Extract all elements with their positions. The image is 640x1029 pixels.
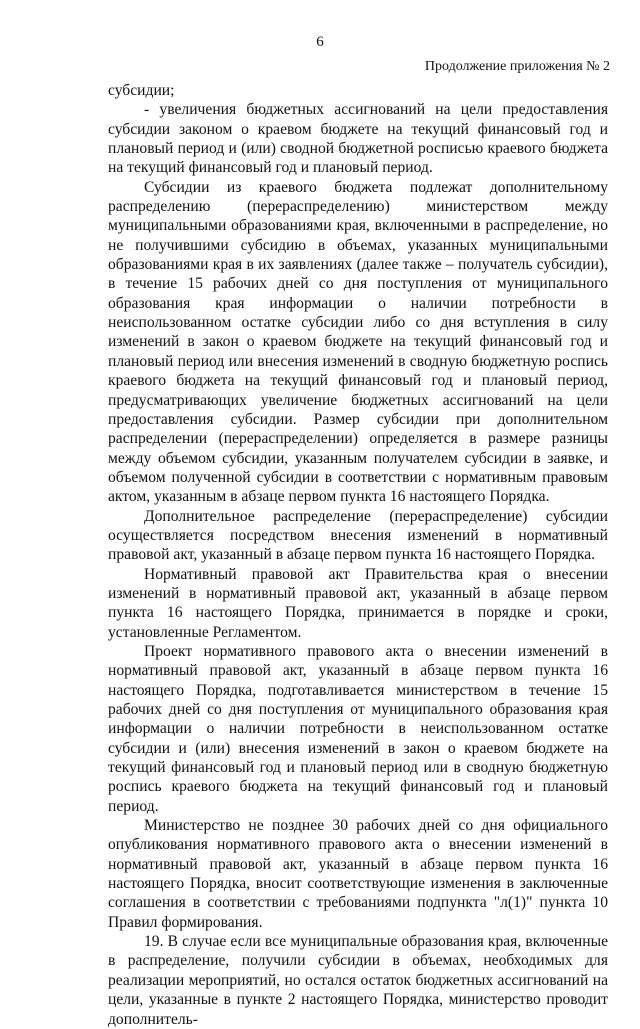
paragraph-continuation: субсидии; <box>108 82 175 99</box>
paragraph: Нормативный правовой акт Правительства края о внесении изменений в нормативный правовой акт, указанный в абзаце первом пункта 16 настоящего Порядка, принимается в порядке и сроки, установленные Регламентом. <box>108 565 608 641</box>
body-text <box>108 81 608 1029</box>
paragraph: Министерство не позднее 30 рабочих дней со дня официального опубликования нормативного правового акта о внесении изменений в нормативный правовой акт, указанный в абзаце первом пункта 16 настоящего Порядка, вносит соответствующие изменения в заключенные соглашения в соответствии с требованиями подпункта "л(1)" пункта 10 Правил формирования. <box>108 817 608 931</box>
paragraph: Субсидии из краевого бюджета подлежат дополнительному распределению (перераспределению) министерством между муниципальными образованиями края, включенными в распределение, но не получившими субсидию в объемах, указанных муниципальными образованиями края в их заявлениях (далее также – получатель субсидии), в течение 15 рабочих дней со дня поступления от муниципального образования края информации о наличии потребности в неиспользованном остатке субсидии либо со дня вступления в силу изменений в закон о краевом бюджете на текущий финансовый год и плановый период или внесения изменений в сводную бюджетную роспись краевого бюджета на текущий финансовый год и плановый период, предусматривающих увеличение бюджетных ассигнований на цели предоставления субсидии. Размер субсидии при дополнительном распределении (перераспределении) определяется в размере разницы между объемом субсидии, указанным получателем субсидии в заявке, и объемом полученной субсидии в соответствии с нормативным правовым актом, указанным в абзаце первом пункта 16 настоящего Порядка. <box>108 178 608 506</box>
page-number: 6 <box>316 34 324 50</box>
appendix-continuation-note: Продолжение приложения № 2 <box>424 59 610 74</box>
paragraph: Дополнительное распределение (перераспределение) субсидии осуществляется посредством внесения изменений в нормативный правовой акт, указанный в абзаце первом пункта 16 настоящего Порядка. <box>108 507 608 564</box>
paragraph: Проект нормативного правового акта о внесении изменений в нормативный правовой акт, указанный в абзаце первом пункта 16 настоящего Порядка, подготавливается министерством в течение 15 рабочих дней со дня поступления от муниципального образования края информации о наличии потребности в неиспользованном остатке субсидии и (или) внесения изменений в закон о краевом бюджете на текущий финансовый год и плановый период или в сводную бюджетную роспись краевого бюджета на текущий финансовый год и плановый период. <box>108 642 608 815</box>
numbered-paragraph-19: 19. В случае если все муниципальные образования края, включенные в распределение, получили субсидии в объемах, необходимых для реализации мероприятий, но остался остаток бюджетных ассигнований на цели, указанные в пункте 2 настоящего Порядка, министерство проводит дополнитель- <box>108 933 608 1028</box>
list-item-paragraph: - увеличения бюджетных ассигнований на цели предоставления субсидии законом о краевом бюджете на текущий финансовый год и плановый период и (или) сводной бюджетной росписью краевого бюджета на текущий финансовый год и плановый период. <box>108 101 608 177</box>
